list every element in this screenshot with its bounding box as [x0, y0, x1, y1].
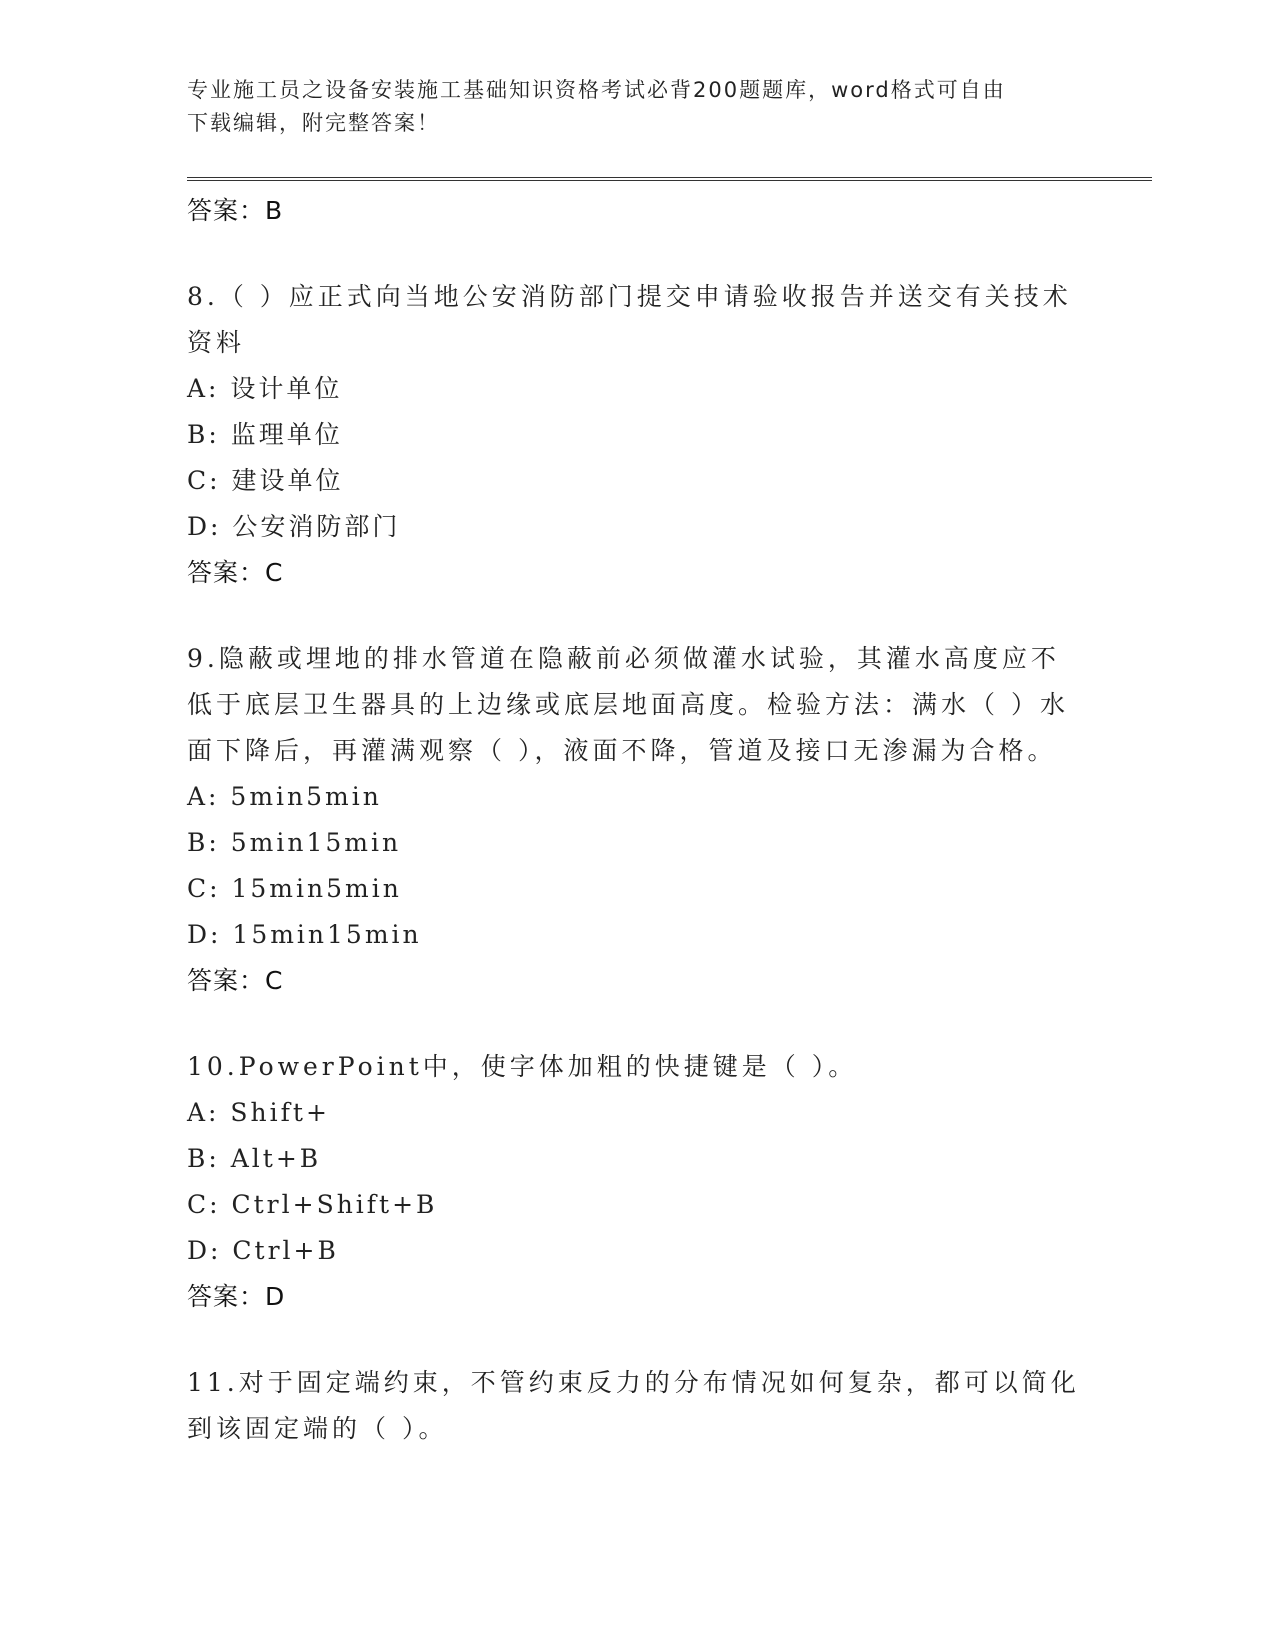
option-c: C: Ctrl+Shift+B	[187, 1190, 438, 1219]
question-text-line: 10.PowerPoint中，使字体加粗的快捷键是（ ）。	[187, 1052, 858, 1081]
question-text-line: 11.对于固定端约束，不管约束反力的分布情况如何复杂，都可以简化	[187, 1368, 1080, 1397]
question-text-line: 8.（ ）应正式向当地公安消防部门提交申请验收报告并送交有关技术	[187, 282, 1072, 311]
question-9	[187, 636, 1087, 1004]
answer-label: 答案：C	[187, 966, 284, 995]
header-divider	[187, 177, 1152, 181]
question-10	[187, 1044, 1087, 1320]
option-b: B: 监理单位	[187, 420, 343, 449]
option-b: B: Alt+B	[187, 1144, 322, 1173]
question-text-line: 9.隐蔽或埋地的排水管道在隐蔽前必须做灌水试验，其灌水高度应不	[187, 644, 1060, 673]
option-a: A: 设计单位	[187, 374, 343, 403]
option-a: A: 5min5min	[187, 782, 382, 811]
answer-label: 答案：B	[187, 196, 284, 225]
question-text-line: 资料	[187, 328, 246, 357]
option-c: C: 15min5min	[187, 874, 402, 903]
option-b: B: 5min15min	[187, 828, 402, 857]
question-text-line: 到该固定端的（ ）。	[187, 1414, 448, 1443]
question-8	[187, 274, 1087, 596]
option-c: C: 建设单位	[187, 466, 344, 495]
option-d: D: Ctrl+B	[187, 1236, 339, 1265]
answer-label: 答案：D	[187, 1282, 286, 1311]
header-line-2: 下载编辑，附完整答案！	[187, 111, 440, 135]
question-text-line: 面下降后，再灌满观察（ ），液面不降，管道及接口无渗漏为合格。	[187, 736, 1057, 765]
question-text-line: 低于底层卫生器具的上边缘或底层地面高度。检验方法：满水（ ）水	[187, 690, 1069, 719]
header-line-1: 专业施工员之设备安装施工基础知识资格考试必背200题题库，word格式可自由	[187, 78, 1006, 102]
option-a: A: Shift+	[187, 1098, 330, 1127]
question-11	[187, 1360, 1087, 1452]
answer-label: 答案：C	[187, 558, 284, 587]
document-header	[187, 74, 1067, 140]
option-d: D: 15min15min	[187, 920, 422, 949]
option-d: D: 公安消防部门	[187, 512, 401, 541]
document-body	[187, 188, 1087, 1452]
